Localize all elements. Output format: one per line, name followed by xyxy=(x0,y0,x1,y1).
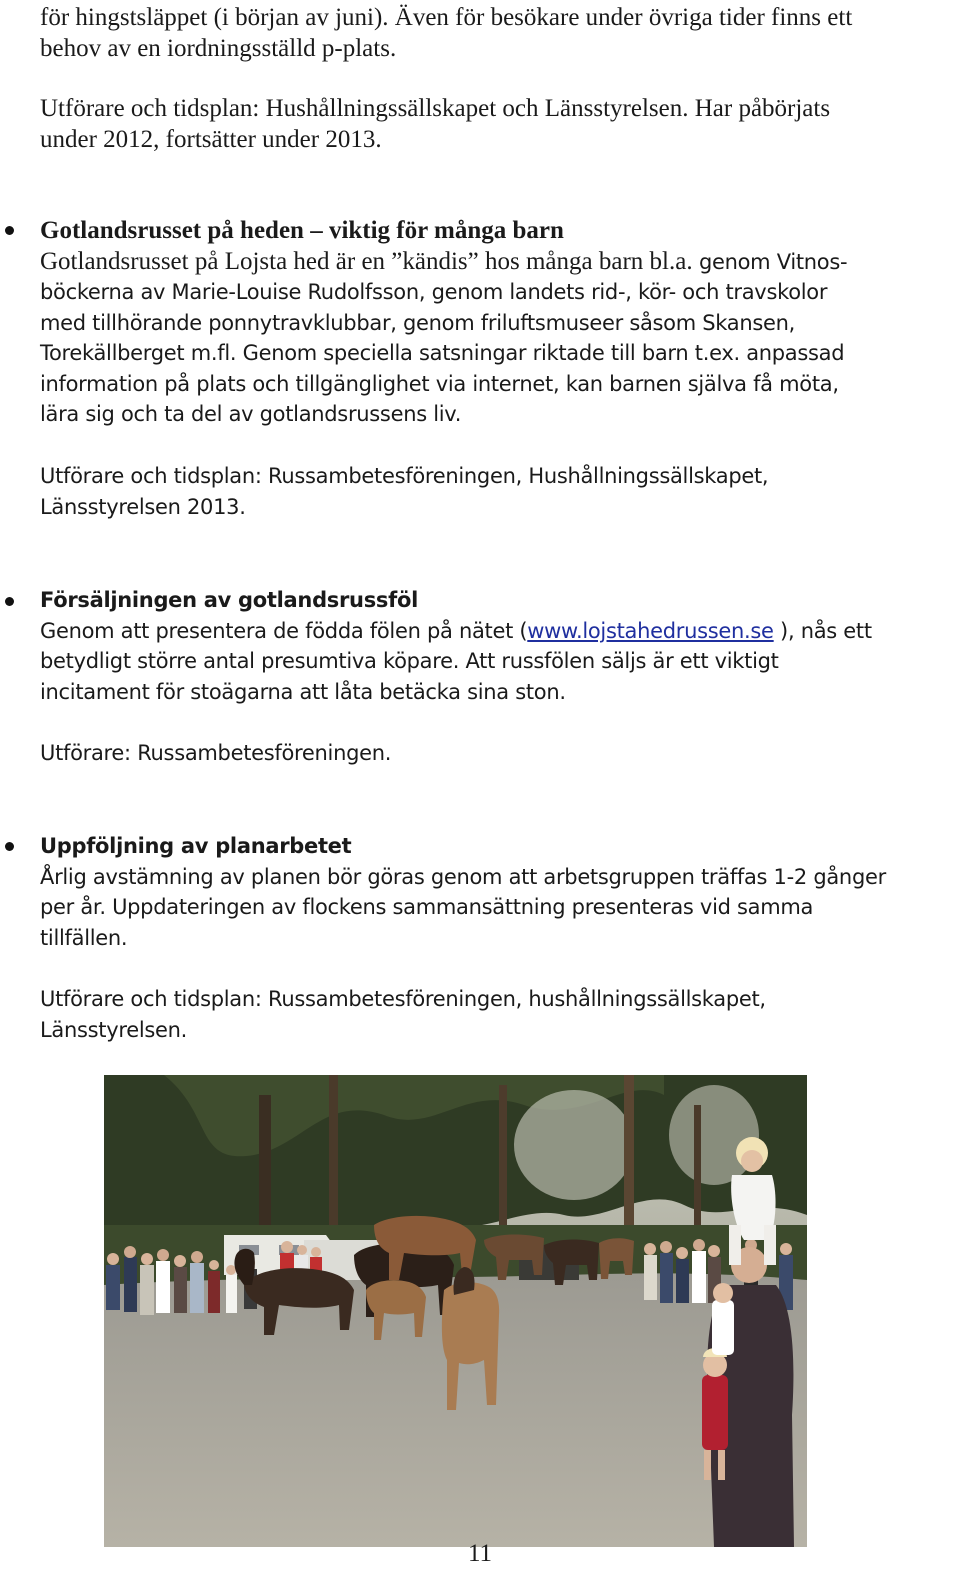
bullet-icon xyxy=(5,226,14,235)
section-line: Torekällberget m.fl. Genom speciella satsningar riktade till barn t.ex. anpassad xyxy=(40,341,845,365)
section-forsaljning-utforare xyxy=(40,738,955,769)
section-line: betydligt större antal presumtiva köpare. Att russfölen säljs är ett viktigt xyxy=(40,649,779,673)
section-line: incitament för stoägarna att låta betäcka sina ston. xyxy=(40,679,566,704)
section-line xyxy=(40,246,955,277)
section-heading: Försäljningen av gotlandsrussföl xyxy=(40,588,418,612)
section-gotlandsrusset-utforare xyxy=(40,461,955,522)
intro-utforare-line: Utförare och tidsplan: Hushållningssällskapet och Länsstyrelsen. Har påbörjats xyxy=(40,95,831,122)
line-text: Genom att presentera de födda fölen på nätet ( xyxy=(40,618,528,643)
section-line xyxy=(40,616,955,647)
intro-paragraph xyxy=(40,2,955,64)
section-heading: Uppföljning av planarbetet xyxy=(40,834,352,858)
utforare-line: Utförare och tidsplan: Russambetesföreningen, Hushållningssällskapet, xyxy=(40,464,769,488)
intro-line: för hingstsläppet (i början av juni). Även för besökare under övriga tider finns ett xyxy=(40,4,853,31)
section-line: böckerna av Marie-Louise Rudolfsson, genom landets rid-, kör- och travskolor xyxy=(40,280,828,304)
section-line: tillfällen. xyxy=(40,925,128,950)
intro-line: behov av en iordningsställd p-plats. xyxy=(40,35,397,62)
section-gotlandsrusset xyxy=(40,215,955,277)
section-forsaljning xyxy=(40,585,955,707)
section-line: per år. Uppdateringen av flockens sammansättning presenteras vid samma xyxy=(40,895,814,919)
line-text: ), nås ett xyxy=(773,618,872,643)
website-link[interactable]: www.lojstahedrussen.se xyxy=(527,618,774,643)
ponies-photo xyxy=(104,1075,807,1547)
utforare-line: Utförare och tidsplan: Russambetesföreningen, hushållningssällskapet, xyxy=(40,987,766,1011)
section-line-sans: genom Vitnos- xyxy=(692,250,848,274)
utforare-line: Utförare: Russambetesföreningen. xyxy=(40,741,392,765)
section-gotlandsrusset-body xyxy=(40,277,955,430)
bullet-icon xyxy=(5,597,14,606)
bullet-icon xyxy=(5,842,14,851)
intro-utforare xyxy=(40,93,955,155)
section-line: med tillhörande ponnytravklubbar, genom friluftsmuseer såsom Skansen, xyxy=(40,310,795,335)
section-uppfoljning xyxy=(40,831,955,953)
section-line: Årlig avstämning av planen bör göras genom att arbetsgruppen träffas 1-2 gånger xyxy=(40,864,886,889)
utforare-line: Länsstyrelsen. xyxy=(40,1017,187,1042)
ponies-photo-illustration xyxy=(104,1075,807,1547)
section-line: information på plats och tillgänglighet via internet, kan barnen själva få möta, xyxy=(40,371,839,396)
intro-utforare-line: under 2012, fortsätter under 2013. xyxy=(40,126,382,153)
page-number: 11 xyxy=(467,1540,493,1567)
section-line: lära sig och ta del av gotlandsrussens liv. xyxy=(40,402,462,426)
utforare-line: Länsstyrelsen 2013. xyxy=(40,494,246,519)
section-uppfoljning-utforare xyxy=(40,984,955,1045)
section-heading: Gotlandsrusset på heden – viktig för många barn xyxy=(40,217,564,244)
section-line-serif: Gotlandsrusset på Lojsta hed är en ”kändis” hos många barn bl.a. xyxy=(40,248,693,275)
